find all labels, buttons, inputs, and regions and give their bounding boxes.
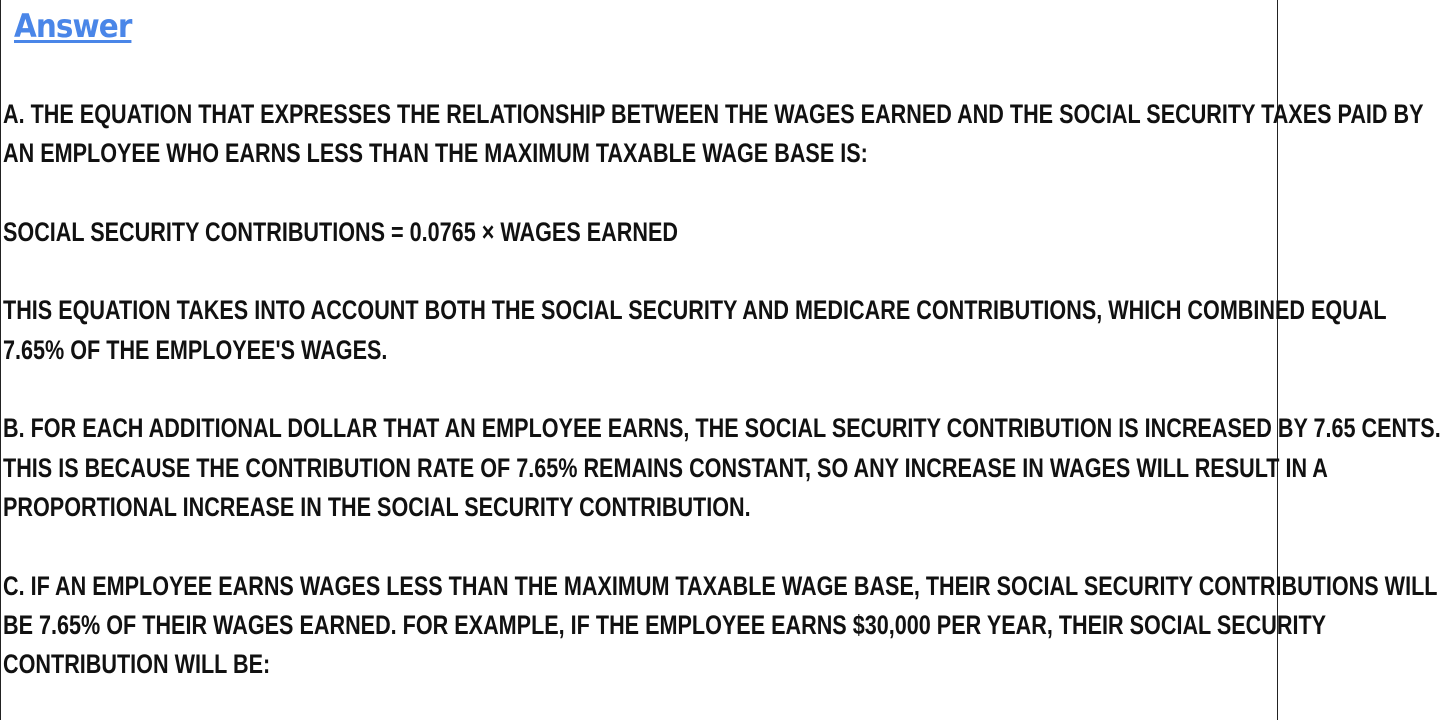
paragraph-c-line-1: C. IF AN EMPLOYEE EARNS WAGES LESS THAN THE MAXIMUM TAXABLE WAGE BASE, THEIR SOCIAL SECURITY CONTRIBUTIONS WILL (3, 570, 1438, 601)
paragraph-b-line-1: B. FOR EACH ADDITIONAL DOLLAR THAT AN EMPLOYEE EARNS, THE SOCIAL SECURITY CONTRIBUTION IS INCREASED BY 7.65 CENTS. (3, 413, 1441, 444)
explanation-line-2: 7.65% OF THE EMPLOYEE'S WAGES. (3, 334, 388, 365)
paragraph-gap (3, 252, 1027, 291)
paragraph-c-line-3: CONTRIBUTION WILL BE: (3, 649, 271, 680)
paragraph-c-line-2: BE 7.65% OF THEIR WAGES EARNED. FOR EXAMPLE, IF THE EMPLOYEE EARNS $30,000 PER YEAR, THEIR SOCIAL SECURITY (3, 609, 1327, 640)
paragraph-b (3, 409, 1441, 527)
paragraph-b-line-3: PROPORTIONAL INCREASE IN THE SOCIAL SECURITY CONTRIBUTION. (3, 491, 751, 522)
paragraph-a (3, 95, 1424, 174)
paragraph-a-line-1: A. THE EQUATION THAT EXPRESSES THE RELATIONSHIP BETWEEN THE WAGES EARNED AND THE SOCIAL SECURITY TAXES PAID BY (3, 99, 1424, 129)
explanation-line-1: THIS EQUATION TAKES INTO ACCOUNT BOTH THE SOCIAL SECURITY AND MEDICARE CONTRIBUTIONS, WHICH COMBINED EQUAL (3, 295, 1387, 326)
paragraph-gap (3, 174, 1027, 213)
paragraph-b-line-2: THIS IS BECAUSE THE CONTRIBUTION RATE OF 7.65% REMAINS CONSTANT, SO ANY INCREASE IN WAGES WILL RESULT IN A (3, 452, 1328, 483)
equation-paragraph (3, 213, 1027, 252)
explanation-paragraph (3, 291, 1387, 370)
answer-body (3, 95, 1441, 684)
answer-heading: Answer (14, 7, 132, 45)
paragraph-gap (3, 527, 1027, 566)
equation-line: SOCIAL SECURITY CONTRIBUTIONS = 0.0765 × WAGES EARNED (3, 216, 678, 247)
paragraph-gap (3, 370, 1027, 409)
paragraph-a-line-2: AN EMPLOYEE WHO EARNS LESS THAN THE MAXIMUM TAXABLE WAGE BASE IS: (3, 138, 868, 169)
paragraph-c (3, 567, 1438, 685)
